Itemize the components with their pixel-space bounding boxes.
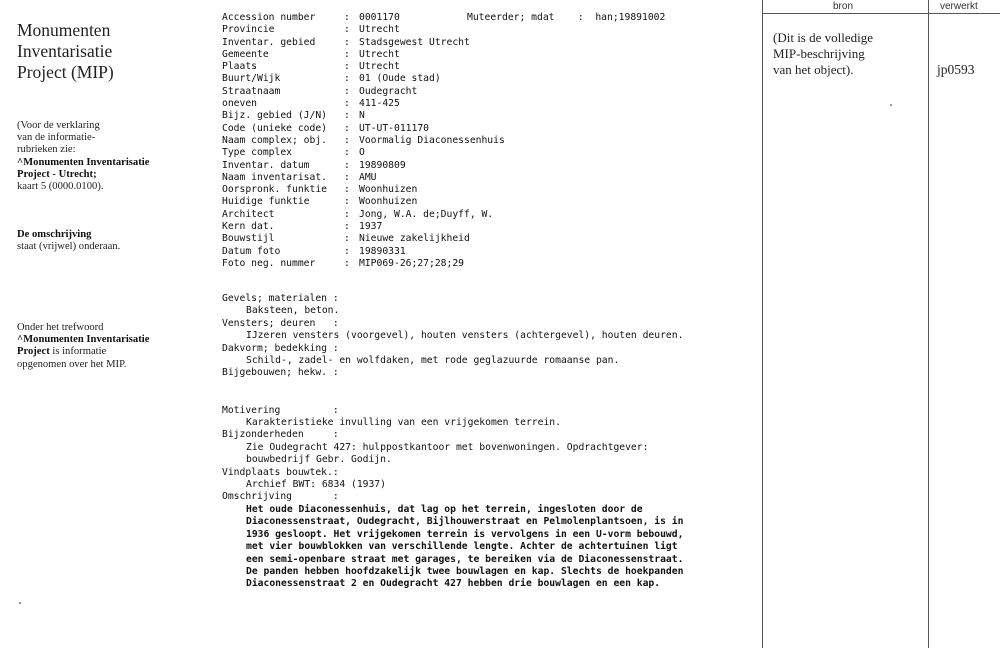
- sidebar-note-verklaring: [17, 120, 192, 193]
- description-line: met vier bouwblokken van verschillende lengte. Achter de achtertuinen ligt: [246, 541, 678, 553]
- field-value: 19890809: [359, 159, 406, 171]
- field-separator: :: [344, 122, 350, 134]
- field-label: Accession number: [222, 12, 316, 23]
- scan-speck: [890, 104, 892, 106]
- section-label-gevels: Gevels; materialen :: [222, 293, 339, 304]
- record-field-row: [222, 86, 742, 98]
- field-separator: :: [344, 48, 350, 60]
- table-divider-middle: [928, 0, 929, 648]
- section-label-bijgebouwen: Bijgebouwen; hekw. :: [222, 367, 339, 379]
- record-field-row: [222, 123, 742, 135]
- field-value: Nieuwe zakelijkheid: [359, 233, 470, 245]
- field-separator: :: [344, 171, 350, 183]
- section-label-bijzonderheden: Bijzonderheden :: [222, 429, 339, 441]
- verwerkt-cell: jp0593: [937, 62, 975, 77]
- field-value: 1937: [359, 221, 383, 233]
- record-field-row: [222, 221, 742, 233]
- bron-cell: [773, 30, 923, 78]
- field-separator: :: [344, 85, 350, 97]
- project-title-line: Inventarisatie: [17, 41, 113, 61]
- record-field-row: [222, 258, 742, 270]
- field-label: Inventar. datum: [222, 159, 310, 171]
- note-line: staat (vrijwel) onderaan.: [17, 241, 121, 253]
- field-value: 01 (Oude stad): [359, 73, 441, 85]
- section-body-vindplaats: Archief BWT: 6834 (1937): [246, 479, 386, 491]
- muteerder-value: han;19891002: [595, 12, 666, 23]
- field-value: N: [359, 110, 365, 122]
- field-label: Naam complex; obj.: [222, 134, 327, 146]
- field-label: Huidige funktie: [222, 196, 310, 208]
- field-separator: :: [344, 134, 350, 146]
- record-field-row: [222, 24, 742, 36]
- record-field-row: [222, 233, 742, 245]
- field-label: Oorspronk. funktie: [222, 184, 327, 196]
- record-field-row: [222, 49, 742, 61]
- field-value: 411-425: [359, 98, 400, 110]
- column-header-verwerkt: verwerkt: [940, 1, 978, 12]
- field-label: Kern dat.: [222, 221, 275, 233]
- section-body-bijzonderheden: bouwbedrijf Gebr. Godijn.: [246, 454, 392, 466]
- record-field-row: [222, 160, 742, 172]
- scan-speck: [19, 602, 21, 604]
- field-value: 0001170: [359, 12, 400, 23]
- section-body-bijzonderheden: Zie Oudegracht 427: hulppostkantoor met bovenwoningen. Opdrachtgever:: [246, 441, 649, 453]
- field-label: Datum foto: [222, 245, 281, 257]
- description-line: 1936 gesloopt. Het vrijgekomen terrein is vervolgens in een U-vorm bebouwd,: [246, 528, 684, 540]
- field-separator: :: [344, 159, 350, 171]
- field-label: Plaats: [222, 61, 257, 73]
- field-value: Stadsgewest Utrecht: [359, 36, 470, 48]
- field-separator: :: [344, 73, 350, 85]
- project-title: [17, 20, 192, 83]
- field-label: Provincie: [222, 24, 275, 36]
- table-divider-left: [762, 0, 763, 648]
- field-separator: :: [344, 24, 350, 36]
- field-separator: :: [344, 233, 350, 245]
- record-field-row: [222, 73, 742, 85]
- note-line: kaart 5 (0000.0100).: [17, 181, 104, 193]
- field-separator: :: [344, 12, 350, 23]
- record-field-row: [222, 61, 742, 73]
- section-label-vindplaats: Vindplaats bouwtek.:: [222, 466, 339, 478]
- field-separator: :: [344, 221, 350, 233]
- sidebar-note-trefwoord: [17, 322, 192, 371]
- field-value: Woonhuizen: [359, 184, 418, 196]
- record-field-row: [222, 184, 742, 196]
- field-separator: :: [344, 184, 350, 196]
- field-label: Buurt/Wijk: [222, 73, 281, 85]
- field-value: Utrecht: [359, 61, 400, 73]
- field-label: Bijz. gebied (J/N): [222, 110, 327, 122]
- record-field-row: [222, 37, 742, 49]
- field-separator: :: [344, 245, 350, 257]
- field-value: Utrecht: [359, 48, 400, 60]
- field-label: Gemeente: [222, 48, 269, 60]
- field-separator: :: [344, 36, 350, 48]
- field-separator: :: [344, 61, 350, 73]
- record-field-row: [222, 12, 742, 24]
- record-fields: [222, 12, 742, 270]
- column-header-bron: bron: [833, 1, 854, 12]
- section-label-dakvorm: Dakvorm; bedekking :: [222, 342, 339, 354]
- section-body-dakvorm: Schild-, zadel- en wolfdaken, met rode geglazuurde romaanse pan.: [246, 355, 620, 367]
- record-field-row: [222, 172, 742, 184]
- field-label: Bouwstijl: [222, 233, 275, 245]
- field-value: AMU: [359, 171, 377, 183]
- note-inline: is informatie: [49, 346, 107, 358]
- field-value: Voormalig Diaconessenhuis: [359, 134, 505, 146]
- field-separator: :: [344, 208, 350, 220]
- note-bold-line: Project - Utrecht;: [17, 168, 97, 180]
- section-body-motivering: Karakteristieke invulling van een vrijgekomen terrein.: [246, 417, 561, 429]
- note-line: van de informatie-: [17, 132, 96, 144]
- record-field-row: [222, 98, 742, 110]
- project-title-line: Project (MIP): [17, 62, 114, 82]
- sidebar-note-omschrijving: [17, 229, 192, 253]
- field-value: Woonhuizen: [359, 196, 418, 208]
- record-sections: [222, 293, 742, 591]
- field-separator: :: [554, 12, 596, 23]
- field-label: Foto neg. nummer: [222, 257, 316, 269]
- note-line: rubrieken zie:: [17, 144, 76, 156]
- field-label: Architect: [222, 208, 275, 220]
- field-separator: :: [344, 110, 350, 122]
- field-label: Type complex: [222, 147, 292, 159]
- note-bold-line: ^Monumenten Inventarisatie: [17, 334, 150, 346]
- table-header-rule: [762, 13, 1000, 14]
- description-line: Het oude Diaconessenhuis, dat lag op het terrein, ingesloten door de: [246, 503, 643, 515]
- section-label-omschrijving: Omschrijving :: [222, 491, 339, 503]
- record-field-row: [222, 196, 742, 208]
- muteerder-label: Muteerder; mdat: [467, 12, 555, 23]
- note-line: (Voor de verklaring: [17, 120, 100, 131]
- field-separator: :: [344, 196, 350, 208]
- note-line: Onder het trefwoord: [17, 322, 104, 333]
- section-label-vensters: Vensters; deuren :: [222, 317, 339, 329]
- field-value: MIP069-26;27;28;29: [359, 257, 464, 269]
- field-separator: :: [344, 147, 350, 159]
- field-value: Utrecht: [359, 24, 400, 36]
- description-line: Diaconessenstraat 2 en Oudegracht 427 hebben drie bouwlagen en een kap.: [246, 578, 661, 590]
- record-field-row: [222, 209, 742, 221]
- bron-line: (Dit is de volledige: [773, 30, 874, 45]
- bron-line: van het object).: [773, 62, 854, 77]
- field-value: Oudegracht: [359, 85, 418, 97]
- record-field-row: [222, 147, 742, 159]
- field-value: 19890331: [359, 245, 406, 257]
- field-value: O: [359, 147, 365, 159]
- note-bold-line: Project: [17, 346, 50, 358]
- project-title-line: Monumenten: [17, 20, 111, 40]
- field-label: Naam inventarisat.: [222, 171, 327, 183]
- field-label: oneven: [222, 98, 257, 110]
- description-line: De panden hebben hoofdzakelijk twee bouwlagen en kap. Slechts de hoekpanden: [246, 565, 684, 577]
- field-separator: :: [344, 98, 350, 110]
- note-bold-line: ^Monumenten Inventarisatie: [17, 156, 150, 168]
- section-body-gevels: Baksteen, beton.: [246, 305, 340, 317]
- field-label: Code (unieke code): [222, 122, 327, 134]
- section-label-motivering: Motivering :: [222, 404, 339, 416]
- field-separator: :: [344, 257, 350, 269]
- sidebar: [17, 20, 192, 83]
- field-label: Inventar. gebied: [222, 36, 316, 48]
- record-field-row: [222, 246, 742, 258]
- note-line: opgenomen over het MIP.: [17, 358, 127, 370]
- description-line: Diaconessenstraat, Oudegracht, Bijlhouwerstraat en Pelmolenplantsoen, is in: [246, 516, 684, 528]
- spacer: [222, 380, 742, 405]
- bron-line: MIP-beschrijving: [773, 46, 865, 61]
- record-field-row: [222, 110, 742, 122]
- muteerder-field: [467, 12, 665, 24]
- section-body-vensters: IJzeren vensters (voorgevel), houten vensters (achtergevel), houten deuren.: [246, 330, 684, 342]
- field-value: Jong, W.A. de;Duyff, W.: [359, 208, 494, 220]
- record-field-row: [222, 135, 742, 147]
- field-value: UT-UT-011170: [359, 122, 429, 134]
- note-bold-line: De omschrijving: [17, 229, 92, 240]
- description-line: een semi-openbare straat met garages, te bereiken via de Diaconessenstraat.: [246, 553, 684, 565]
- field-label: Straatnaam: [222, 85, 281, 97]
